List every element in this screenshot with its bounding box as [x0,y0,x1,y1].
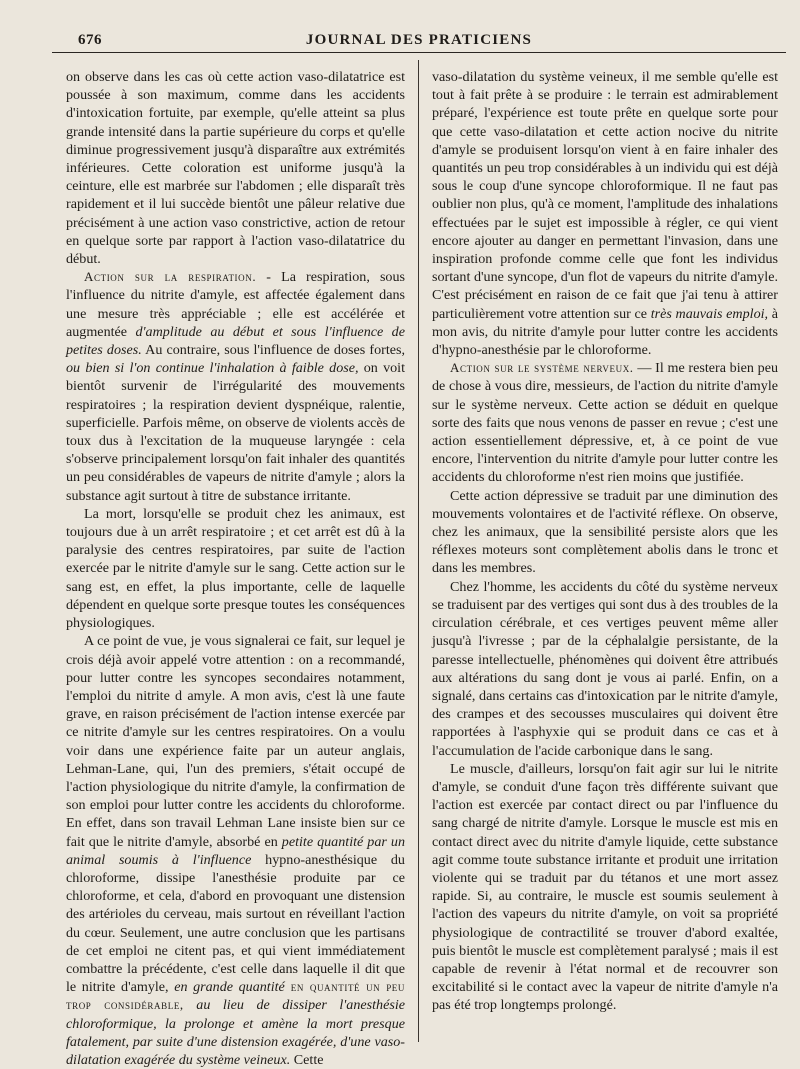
paragraph: vaso-dilatation du système veineux, il me semble qu'elle est tout à fait prête à se produire : le terrain est admirablement préparé, l'expérience est toute prête en quelque sorte pour que cette vaso-dilatation et cette action nocive du nitrite d'amyle se produisent lorsqu'on vient à en faire inhaler des quantités un peu trop considérables à un individu qui est déjà sous le coup d'une syncope chloroformique. Il ne faut pas oublier non plus, qu'à ce moment, l'amplitude des inhalations effectuées par le sujet est impossible à régler, ce qui vient encore ajouter au danger en permettant l'invasion, dans une inspiration profonde comme celle que font les individus sortant d'une syncope, d'un flot de vapeurs du nitrite d'amyle. C'est précisément en raison de ce fait que j'ai tenu à attirer particulièrement votre attention sur ce très mauvais emploi, à mon avis, du nitrite d'amyle pour lutter contre les accidents d'hypno-anesthésie par le chloroforme. [432,69,778,359]
paragraph: Chez l'homme, les accidents du côté du système nerveux se traduisent par des vertiges qui sont dus à des troubles de la circulation cérébrale, et ces vertiges peuvent même aller jusqu'à l'ivresse ; par de la céphalalgie persistante, de la paresse intellectuelle, phénomènes qui doivent être attribués aux altérations du sang dont je vous ai parlé. Enfin, on a signalé, dans certains cas d'intoxication par le nitrite d'amyle, des crampes et des secousses musculaires qui doivent être rapportées à l'asphyxie qui se produit dans ce cas et à l'accumulation de l'acide carbonique dans le sang. [432,578,778,759]
page-number: 676 [78,32,102,48]
right-column [432,68,778,1040]
paragraph: on observe dans les cas où cette action vaso-dilatatrice est poussée à son maximum, comme dans les accidents d'intoxication fortuite, par exemple, qu'elle atteint sa plus grande intensité dans la partie supérieure du corps et qu'elle diminue progressivement jusqu'à disparaître aux extrémités inférieures. Cette coloration est uniforme jusqu'à la ceinture, elle est marbrée sur l'abdomen ; elle disparaît très rapidement et il lui succède bientôt une pâleur relative due précisément à une action vaso constrictive, action de retour en quelque sorte par rapport à l'action vaso-dilatatrice du début. [66,69,405,268]
left-column [66,68,406,1068]
paragraph: La mort, lorsqu'elle se produit chez les animaux, est toujours due à un arrêt respiratoire ; et cet arrêt est dû à la paralysie des centres respiratoires, par suite de l'action exercée par le nitrite d'amyle sur le sang. Cette action sur le sang est, en effet, la plus importante, celle de laquelle dépendent en quelque sorte presque toutes les conséquences physiologiques. [66,505,405,632]
section-heading: Action sur la respiration. [84,269,257,285]
paragraph-respiration: Action sur la respiration. - La respiration, sous l'influence du nitrite d'amyle, est affectée également dans une mesure très appréciable ; elle est accélérée et augmentée d'amplitude au début et sous l'influence de petites doses. Au contraire, sous l'influence de doses fortes, ou bien si l'on continue l'inhalation à faible dose, on voit bientôt survenir de l'irrégularité des mouvements respiratoires ; la respiration devient dyspnéique, ralentie, superficielle. Parfois même, on observe de violents accès de toux dus à l'excitation de la muqueuse laryngée : cela s'observe principalement lorsqu'on fait inhaler des quantités un peu considérables de vapeurs de nitrite d'amyle ; alors la substance agit surtout à titre de substance irritante. [66,269,406,504]
paragraph-nervous-system: Action sur le système nerveux. — Il me restera bien peu de chose à vous dire, messieurs, de l'action du nitrite d'amyle sur le système nerveux. Cette action se déduit en quelque sorte des faits que nous venons de passer en revue ; c'est une action essentiellement dépressive, et, à ce point de vue encore, l'intervention du nitrite d'amyle pour lutter contre les accidents du chloroforme n'est rien moins que justifiée. [432,360,778,486]
running-header [52,28,786,53]
paragraph: Le muscle, d'ailleurs, lorsqu'on fait agir sur lui le nitrite d'amyle, se conduit d'une façon très différente suivant que l'action est exercée par contact direct ou par l'influence du sang chargé de nitrite d'amyle. Lorsque le muscle est mis en contact direct avec du nitrite d'amyle liquide, cette substance agit comme toute substance irritante et produit une irritation violente qui se traduit par du tétanos et une mort assez rapide. Si, au contraire, le muscle est soumis seulement à l'action des vapeurs du nitrite d'amyle, on voit sa propriété physiologique de contractilité se trouver d'abord exaltée, puis bientôt le muscle est complètement paralysé ; mais il est capable de revenir à l'état normal et de recouvrer son excitabilité si le contact avec la vapeur de nitrite d'amyle n'a pas été trop longtemps prolongé. [432,760,778,1014]
paragraph: Cette action dépressive se traduit par une diminution des mouvements volontaires et de l'activité réflexe. On observe, chez les animaux, que la sensibilité persiste alors que les réflexes moteurs sont complètement abolis dans le tronc et dans les membres. [432,487,778,577]
paragraph: A ce point de vue, je vous signalerai ce fait, sur lequel je crois déjà avoir appelé votre attention : on a recommandé, pour lutter contre les syncopes secondaires notamment, l'emploi du nitrite d amyle. A mon avis, c'est là une faute grave, en raison précisément de l'action intense exercée par ce nitrite d'amyle sur les centres respiratoires. On a voulu voir dans une expérience faite par un auteur anglais, Lehman-Lane, qui, l'un des premiers, s'était occupé de l'action physiologique du nitrite d'amyle, la confirmation de son emploi pour lutter contre les accidents du chloroforme. En effet, dans son travail Lehman Lane insiste bien sur ce fait que le nitrite d'amyle, absorbé en petite quantité par un animal soumis à l'influence hypno-anesthésique du chloroforme, dissipe l'anesthésie produite par ce chloroforme, et cela, d'abord en provoquant une distension des artérioles du cerveau, mais surtout en réveillant l'action du cœur. Seulement, une autre conclusion que les partisans de cet emploi ne citent pas, et qui vient immédiatement combattre la précédente, c'est celle dans laquelle il dit que le nitrite d'amyle, en grande quantité en quantité un peu trop considérable, au lieu de dissiper l'anesthésie chloroformique, la prolonge et amène la mort presque fatalement, par suite d'une distension exagérée, d'une vaso-dilatation exagérée du système veineux. Cette [66,633,406,1068]
section-heading: Action sur le système nerveux. [450,360,634,376]
column-divider [418,60,419,1042]
journal-title: JOURNAL DES PRATICIENS [305,32,533,48]
